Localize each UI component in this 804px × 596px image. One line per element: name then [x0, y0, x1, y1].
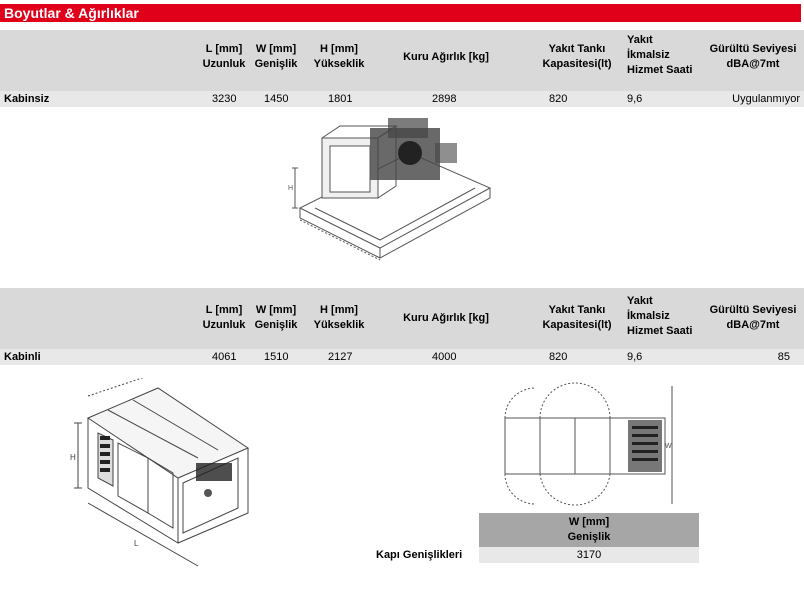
cell-tank: 820	[549, 351, 568, 363]
col-length	[200, 42, 248, 72]
cell-weight: 4000	[432, 351, 457, 363]
col-weight: Kuru Ağırlık [kg]	[403, 51, 489, 63]
col-length-label: Uzunluk	[202, 319, 246, 331]
col-width	[250, 42, 302, 72]
col-width-label: Genişlik	[254, 319, 298, 331]
col-height-unit: H [mm]	[320, 43, 358, 55]
cell-height: 1801	[328, 93, 353, 105]
col-length-label: Uzunluk	[202, 58, 246, 70]
cell-width: 1450	[264, 93, 289, 105]
label-w-topview: W	[665, 443, 672, 450]
col-tank-line1: Yakıt Tankı	[548, 43, 606, 55]
table-row-open	[0, 91, 804, 107]
col-noise-line1: Gürültü Seviyesi	[709, 304, 797, 316]
col-runtime-line1: Yakıt	[627, 34, 653, 46]
col-runtime	[627, 33, 697, 78]
cell-length: 4061	[212, 351, 237, 363]
door-widths-label: Kapı Genişlikleri	[376, 549, 463, 561]
col-noise-line2: dBA@7mt	[726, 58, 780, 70]
cell-weight: 2898	[432, 93, 457, 105]
cell-noise: Uygulanmıyor	[732, 93, 800, 105]
door-width-header	[479, 513, 699, 547]
open-generator-drawing	[270, 108, 500, 270]
col-runtime-line3: Hizmet Saati	[627, 325, 693, 337]
col-noise	[703, 42, 803, 72]
col-runtime-line2: İkmalsiz	[627, 49, 670, 61]
cell-tank: 820	[549, 93, 568, 105]
cell-noise: 85	[777, 351, 790, 363]
col-noise-line2: dBA@7mt	[726, 319, 780, 331]
label-h-open: H	[288, 185, 294, 192]
col-tank-line1: Yakıt Tankı	[548, 304, 606, 316]
table-header-canopy	[0, 288, 804, 350]
col-noise-line1: Gürültü Seviyesi	[709, 43, 797, 55]
cell-runtime: 9,6	[627, 93, 643, 105]
top-view-drawing	[500, 380, 680, 508]
section-title: Boyutlar & Ağırlıklar	[0, 4, 801, 22]
col-runtime-line2: İkmalsiz	[627, 310, 670, 322]
col-noise	[703, 303, 803, 333]
col-runtime-line3: Hizmet Saati	[627, 64, 693, 76]
col-runtime	[627, 294, 697, 339]
row-label: Kabinli	[4, 351, 41, 363]
col-runtime-line1: Yakıt	[627, 295, 653, 307]
cell-length: 3230	[212, 93, 237, 105]
col-weight: Kuru Ağırlık [kg]	[403, 312, 489, 324]
col-length-unit: L [mm]	[205, 304, 243, 316]
canopy-generator-drawing	[58, 378, 258, 578]
col-height-label: Yükseklik	[313, 58, 365, 70]
door-width-label: Genişlik	[567, 531, 611, 543]
cell-height: 2127	[328, 351, 353, 363]
col-height	[308, 303, 370, 333]
col-width-label: Genişlik	[254, 58, 298, 70]
col-tank-line2: Kapasitesi(lt)	[542, 58, 612, 70]
door-width-unit: W [mm]	[568, 516, 610, 528]
col-width-unit: W [mm]	[255, 43, 297, 55]
label-h-canopy: H	[70, 453, 76, 462]
label-l-canopy: L	[134, 539, 139, 548]
col-tank	[542, 303, 612, 333]
cell-runtime: 9,6	[627, 351, 643, 363]
door-width-value: 3170	[479, 547, 699, 563]
col-tank	[542, 42, 612, 72]
door-width-table	[479, 513, 699, 563]
col-height-unit: H [mm]	[320, 304, 358, 316]
col-length	[200, 303, 248, 333]
table-row-canopy	[0, 349, 804, 365]
col-tank-line2: Kapasitesi(lt)	[542, 319, 612, 331]
col-width	[250, 303, 302, 333]
cell-width: 1510	[264, 351, 289, 363]
col-width-unit: W [mm]	[255, 304, 297, 316]
col-length-unit: L [mm]	[205, 43, 243, 55]
table-header-open	[0, 30, 804, 92]
col-height-label: Yükseklik	[313, 319, 365, 331]
row-label: Kabinsiz	[4, 93, 50, 105]
col-height	[308, 42, 370, 72]
